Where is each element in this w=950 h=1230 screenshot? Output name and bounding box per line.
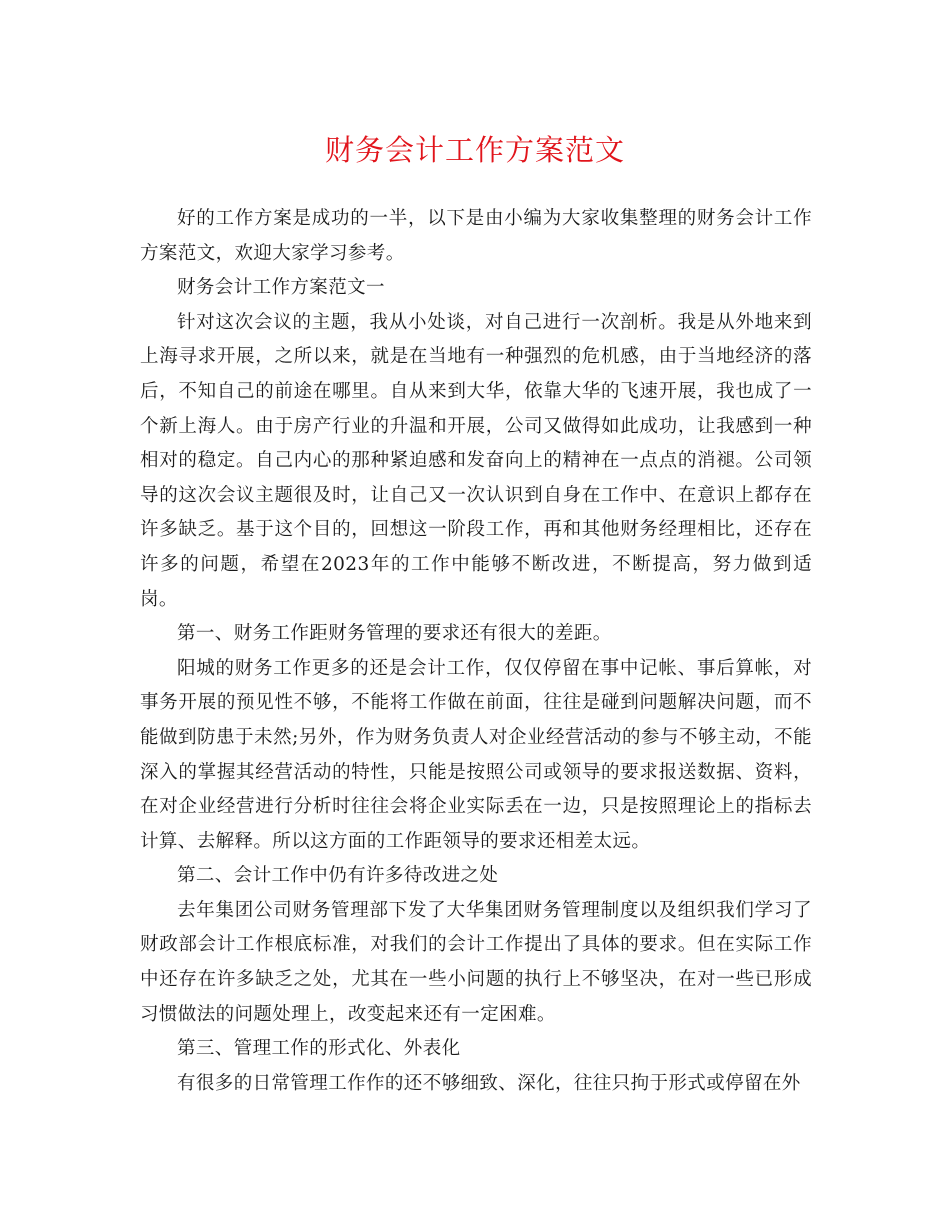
point-heading: 第三、管理工作的形式化、外表化 [177,1038,461,1060]
point-heading: 第一、财务工作距财务管理的要求还有很大的差距。 [177,623,612,645]
body-paragraph: 阳城的财务工作更多的还是会计工作，仅仅停留在事中记帐、事后算帐，对事务开展的预见性不够，不能将工作做在前面，往往是碰到问题解决问题，而不能做到防患于未然;另外，作为财务负责人对企业经营活动的参与不够主动，不能深入的掌握其经营活动的特性，只能是按照公司或领导的要求报送数据、资料，在对企业经营进行分析时往往会将企业实际丢在一边，只是按照理论上的指标去计算、去解释。所以这方面的工作距领导的要求还相差太远。 [140,657,812,852]
document-body [140,202,812,1101]
body-paragraph: 去年集团公司财务管理部下发了大华集团财务管理制度以及组织我们学习了财政部会计工作根底标准，对我们的会计工作提出了具体的要求。但在实际工作中还存在许多缺乏之处，尤其在一些小问题的执行上不够坚决，在对一些已形成习惯做法的问题处理上，改变起来还有一定困难。 [140,899,812,1025]
body-paragraph: 有很多的日常管理工作作的还不够细致、深化，往往只拘于形式或停留在外 [177,1072,801,1094]
section-heading: 财务会计工作方案范文一 [177,277,385,299]
point-heading: 第二、会计工作中仍有许多待改进之处 [177,865,499,887]
body-paragraph: 针对这次会议的主题，我从小处谈，对自己进行一次剖析。我是从外地来到上海寻求开展，之所以来，就是在当地有一种强烈的危机感，由于当地经济的落后，不知自己的前途在哪里。自从来到大华，依靠大华的飞速开展，我也成了一个新上海人。由于房产行业的升温和开展，公司又做得如此成功，让我感到一种相对的稳定。自己内心的那种紧迫感和发奋向上的精神在一点点的消褪。公司领导的这次会议主题很及时，让自己又一次认识到自身在工作中、在意识上都存在许多缺乏。基于这个目的，回想这一阶段工作，再和其他财务经理相比，还存在许多的问题，希望在2023年的工作中能够不断改进，不断提高，努力做到适岗。 [140,311,812,610]
document-title: 财务会计工作方案范文 [324,133,625,167]
intro-paragraph: 好的工作方案是成功的一半，以下是由小编为大家收集整理的财务会计工作方案范文，欢迎大家学习参考。 [140,208,812,264]
